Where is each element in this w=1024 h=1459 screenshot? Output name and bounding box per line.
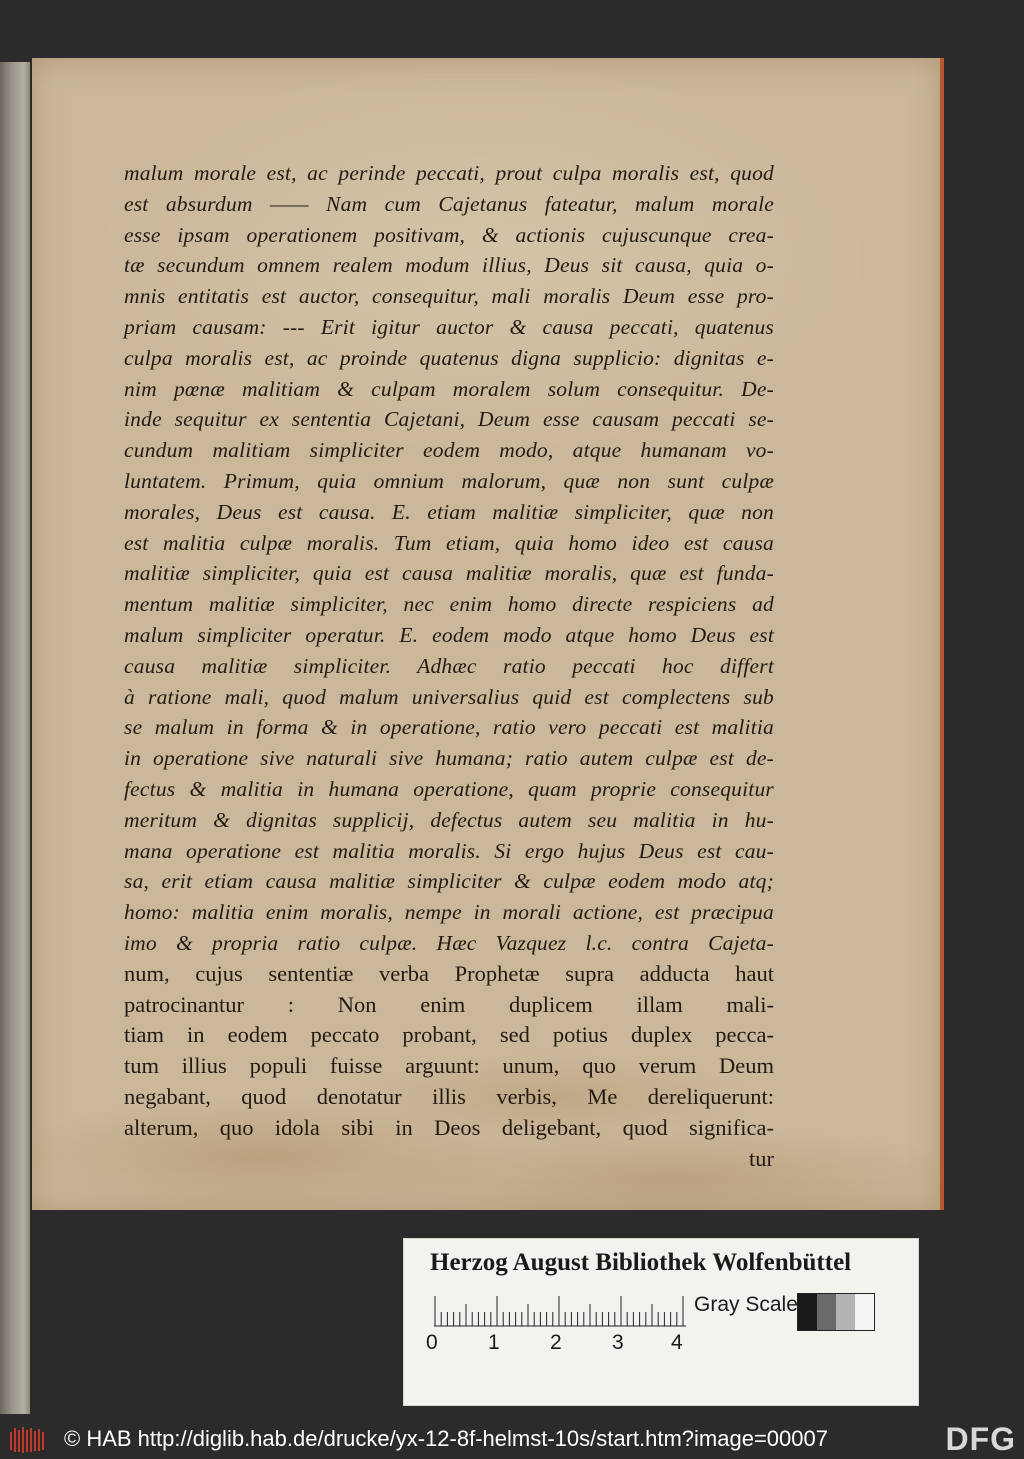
text-line: patrocinantur : Non enim duplicem illam mali- [124, 991, 774, 1017]
reference-card [403, 1238, 919, 1406]
text-line: inde sequitur ex sententia Cajetani, Deum esse causam peccati se- [124, 407, 774, 432]
source-url[interactable]: © HAB http://diglib.hab.de/drucke/yx-12-8f-helmst-10s/start.htm?image=00007 [64, 1426, 828, 1451]
gray-scale-label: Gray Scale [694, 1293, 798, 1316]
text-line: homo: malitia enim moralis, nempe in morali actione, est præcipua [124, 900, 774, 925]
hab-barcode-icon [8, 1426, 48, 1454]
text-line: causa malitiæ simpliciter. Adhæc ratio peccati hoc differt [124, 653, 774, 678]
ruler-label: 0 [426, 1331, 438, 1354]
ruler-label: 1 [488, 1331, 500, 1354]
text-line: tiam in eodem peccato probant, sed potius duplex pecca- [124, 1022, 774, 1048]
swatch-white [855, 1294, 874, 1330]
text-line: nim pœnæ malitiam & culpam moralem solum consequitur. De- [124, 376, 774, 401]
dfg-logo: DFG [939, 1421, 1016, 1458]
text-line: luntatem. Primum, quia omnium malorum, quæ non sunt culpæ [124, 468, 774, 493]
text-line: morales, Deus est causa. E. etiam malitiæ simpliciter, quæ non [124, 499, 774, 524]
text-line: mana operatione est malitia moralis. Si ergo hujus Deus est cau- [124, 838, 774, 863]
text-line: esse ipsam operationem positivam, & actionis cujuscunque crea- [124, 222, 774, 247]
measurement-ruler [434, 1293, 686, 1327]
text-line: num, cujus sententiæ verba Prophetæ supra adducta haut [124, 960, 774, 986]
page-text [124, 158, 774, 1174]
text-line: malum simpliciter operatur. E. eodem modo atque homo Deus est [124, 622, 774, 647]
text-line: à ratione mali, quod malum universalius quid est complectens sub [124, 684, 774, 709]
swatch-dark-gray [817, 1294, 836, 1330]
text-line: se malum in forma & in operatione, ratio vero peccati est malitia [124, 715, 774, 740]
ruler-label: 2 [550, 1331, 562, 1354]
text-line: tæ secundum omnem realem modum illius, Deus sit causa, quia o- [124, 253, 774, 278]
text-line: mnis entitatis est auctor, consequitur, mali moralis Deum esse pro- [124, 284, 774, 309]
text-line: alterum, quo idola sibi in Deos deligebant, quod significa- [124, 1114, 774, 1140]
text-line: mentum malitiæ simpliciter, nec enim homo directe respiciens ad [124, 592, 774, 617]
text-line: sa, erit etiam causa malitiæ simpliciter & culpæ eodem modo atq; [124, 869, 774, 894]
text-line: negabant, quod denotatur illis verbis, Me dereliquerunt: [124, 1083, 774, 1109]
text-line: est absurdum —— Nam cum Cajetanus fateatur, malum morale [124, 191, 774, 216]
ruler-label: 3 [612, 1331, 624, 1354]
ruler-label: 4 [671, 1331, 683, 1354]
text-line: culpa moralis est, ac proinde quatenus digna supplicio: dignitas e- [124, 345, 774, 370]
ruler-labels [426, 1331, 696, 1355]
text-line: imo & propria ratio culpæ. Hæc Vazquez l.c. contra Cajeta- [124, 930, 774, 955]
catchword: tur [749, 1145, 774, 1171]
footer-bar [0, 1419, 1024, 1459]
text-line: in operatione sive naturali sive humana; ratio autem culpæ est de- [124, 746, 774, 771]
text-line: malitiæ simpliciter, quia est causa malitiæ moralis, quæ est funda- [124, 561, 774, 586]
facing-page-edge [0, 62, 30, 1414]
text-line: tum illius populi fuisse arguunt: unum, quo verum Deum [124, 1053, 774, 1079]
gray-scale-swatch [797, 1293, 875, 1331]
text-line: meritum & dignitas supplicij, defectus autem seu malitia in hu- [124, 807, 774, 832]
institution-name: Herzog August Bibliothek Wolfenbüttel [430, 1249, 852, 1276]
swatch-black [798, 1294, 817, 1330]
text-line: malum morale est, ac perinde peccati, prout culpa moralis est, quod [124, 161, 774, 185]
text-line: cundum malitiam simpliciter eodem modo, atque humanam vo- [124, 438, 774, 463]
book-page [32, 58, 944, 1210]
swatch-light-gray [836, 1294, 855, 1330]
text-line: fectus & malitia in humana operatione, quam proprie consequitur [124, 776, 774, 801]
text-line: est malitia culpæ moralis. Tum etiam, quia homo ideo est causa [124, 530, 774, 555]
text-line: priam causam: --- Erit igitur auctor & causa peccati, quatenus [124, 314, 774, 339]
